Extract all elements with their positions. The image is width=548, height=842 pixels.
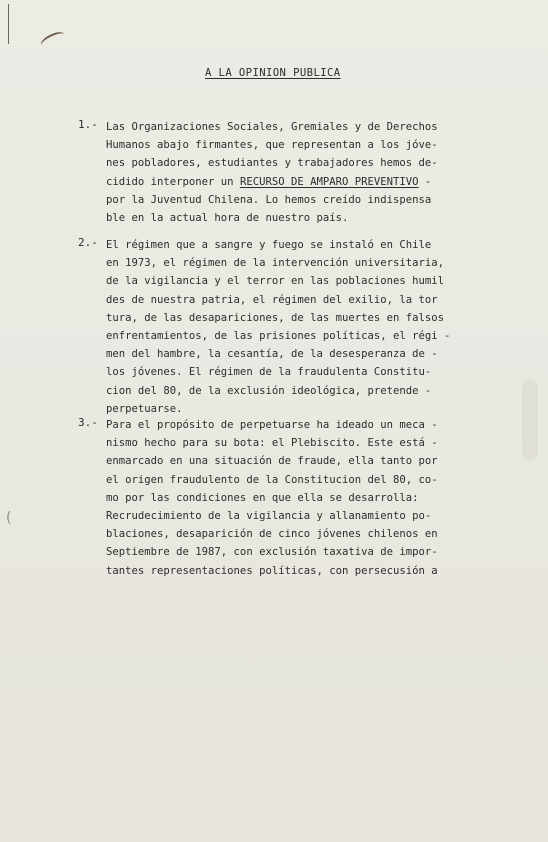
margin-line bbox=[8, 4, 9, 44]
text-line: en 1973, el régimen de la intervención universitaria, bbox=[106, 257, 445, 270]
paper-stain bbox=[522, 380, 538, 460]
text-line: Recrudecimiento de la vigilancia y allanamiento po- bbox=[106, 510, 432, 523]
document-title: A LA OPINION PUBLICA bbox=[205, 67, 341, 79]
text-line: nes pobladores, estudiantes y trabajadores hemos de- bbox=[106, 157, 438, 170]
text-line: cion del 80, de la exclusión ideológica, pretende - bbox=[106, 384, 432, 397]
text-line: mo por las condiciones en que ella se desarrolla: bbox=[106, 491, 419, 504]
text-line: ble en la actual hora de nuestro país. bbox=[106, 212, 349, 225]
paragraph-number: 3.- bbox=[78, 416, 98, 429]
text-line: nismo hecho para su bota: el Plebiscito. Este está - bbox=[106, 437, 438, 450]
text-line: Las Organizaciones Sociales, Gremiales y de Derechos bbox=[106, 121, 438, 133]
text-line: los jóvenes. El régimen de la fraudulenta Constitu- bbox=[106, 366, 432, 379]
paragraph-body bbox=[106, 118, 496, 227]
text-line: enfrentamientos, de las prisiones políticas, el régi - bbox=[106, 330, 451, 343]
text-line: perpetuarse. bbox=[106, 402, 183, 415]
paragraph-body bbox=[106, 416, 496, 580]
ink-mark bbox=[39, 29, 68, 51]
punch-hole-mark: ( bbox=[6, 510, 12, 526]
text-line: tantes representaciones políticas, con persecusión a bbox=[106, 564, 438, 577]
paragraph-body bbox=[106, 236, 496, 418]
text-line: blaciones, desaparición de cinco jóvenes chilenos en bbox=[106, 528, 438, 541]
text-line: men del hambre, la cesantía, de la desesperanza de - bbox=[106, 348, 438, 361]
text-line: Humanos abajo firmantes, que representan a los jóve- bbox=[106, 139, 438, 152]
text-line: Septiembre de 1987, con exclusión taxativa de impor- bbox=[106, 546, 438, 559]
text-line: enmarcado en una situación de fraude, ella tanto por bbox=[106, 455, 438, 468]
paragraph-number: 2.- bbox=[78, 236, 98, 249]
underlined-text: RECURSO DE AMPARO PREVENTIVO bbox=[239, 175, 419, 188]
text-line: Para el propósito de perpetuarse ha ideado un meca - bbox=[106, 419, 438, 431]
text-line: el origen fraudulento de la Constitucion del 80, co- bbox=[106, 473, 438, 486]
text-line: de la vigilancia y el terror en las poblaciones humil bbox=[106, 275, 445, 288]
text-line: por la Juventud Chilena. Lo hemos creído indispensa bbox=[106, 193, 432, 206]
text-line: cidido interponer un RECURSO DE AMPARO PREVENTIVO - bbox=[106, 175, 432, 188]
text-line: tura, de las desapariciones, de las muertes en falsos bbox=[106, 311, 445, 324]
text-line: des de nuestra patria, el régimen del exilio, la tor bbox=[106, 293, 438, 306]
paragraph-number: 1.- bbox=[78, 118, 98, 131]
text-line: El régimen que a sangre y fuego se instaló en Chile bbox=[106, 239, 432, 251]
